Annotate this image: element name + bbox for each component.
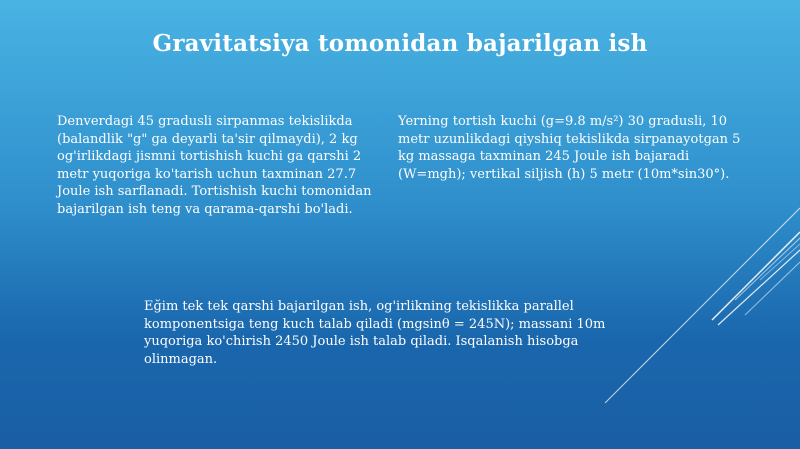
- deco-line: [735, 238, 800, 300]
- deco-line: [712, 232, 800, 320]
- deco-line: [718, 250, 800, 325]
- paragraph-right: Yerning tortish kuchi (g=9.8 m/s²) 30 gradusli, 10 metr uzunlikdagi qiyshiq tekislikda sirpanayotgan 5 kg massaga taxminan 245 Joule ish bajaradi (W=mgh); vertikal siljish (h) 5 metr (10m*sin30°).: [398, 114, 741, 182]
- deco-line: [760, 244, 800, 280]
- paragraph-left: Denverdagi 45 gradusli sirpanmas tekislikda (balandlik "g" ga deyarli ta'sir qilmaydi), 2 kg og'irlikdagi jismni tortishish kuchi ga qarshi 2 metr yuqoriga ko'tarish uchun taxminan 27.7 Joule ish sarflanadi. Tortishish kuchi tomonidan bajarilgan ish teng va qarama-qarshi bo'ladi.: [57, 114, 372, 217]
- paragraph-bottom: Eğim tek tek qarshi bajarilgan ish, og'irlikning tekislikka parallel komponentsiga teng kuch talab qiladi (mgsinθ = 245N); massani 10m yuqoriga ko'chirish 2450 Joule ish talab qiladi. Isqalanish hisobga olinmagan.: [144, 299, 606, 367]
- deco-line: [745, 262, 800, 315]
- slide-title: Gravitatsiya tomonidan bajarilgan ish: [152, 30, 648, 57]
